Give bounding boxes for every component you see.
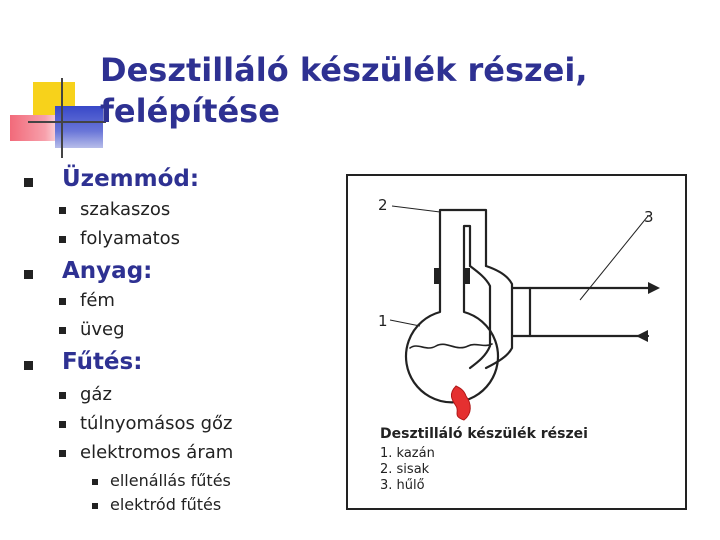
mode-item: szakaszos xyxy=(80,199,171,220)
caption-item-boiler: 1. kazán xyxy=(380,446,435,461)
heating-item: elektromos áram xyxy=(80,442,234,463)
joint-clamp-left xyxy=(434,268,440,284)
material-heading: Anyag: xyxy=(62,258,153,284)
condenser-left-wall xyxy=(470,266,490,368)
mode-heading: Üzemmód: xyxy=(62,166,200,192)
electric-subitem: elektród fűtés xyxy=(110,495,222,514)
heating-heading: Fűtés: xyxy=(62,349,143,375)
callout-1-leader xyxy=(390,320,420,326)
liquid-level-line xyxy=(410,344,492,348)
mode-item: folyamatos xyxy=(80,228,181,249)
square-bullet-icon xyxy=(59,327,66,334)
material-item: fém xyxy=(80,290,115,311)
distillation-diagram xyxy=(346,174,687,510)
caption-item-condenser: 3. hűlő xyxy=(380,478,425,493)
slide-title: Desztilláló készülék részei, felépítése xyxy=(100,51,588,130)
flame-icon xyxy=(451,386,470,420)
heating-item: gáz xyxy=(80,384,112,405)
decor-vertical-line xyxy=(61,78,63,158)
square-bullet-icon xyxy=(59,298,66,305)
condenser-jacket xyxy=(512,288,530,336)
square-bullet-icon xyxy=(59,236,66,243)
square-bullet-icon xyxy=(92,479,98,485)
arrow-out-icon xyxy=(648,282,660,294)
square-bullet-icon xyxy=(24,270,33,279)
decor-red-bar xyxy=(10,115,60,141)
callout-2-label: 2 xyxy=(378,196,388,214)
diagram-caption-title: Desztilláló készülék részei xyxy=(380,426,588,442)
material-item: üveg xyxy=(80,319,125,340)
square-bullet-icon xyxy=(24,361,33,370)
heating-item: túlnyomásos gőz xyxy=(80,413,233,434)
square-bullet-icon xyxy=(59,421,66,428)
square-bullet-icon xyxy=(59,207,66,214)
arrow-in-icon xyxy=(636,330,648,342)
callout-2-leader xyxy=(392,206,440,212)
joint-clamp-right xyxy=(464,268,470,284)
caption-item-helmet: 2. sisak xyxy=(380,462,430,477)
decor-horizontal-line xyxy=(28,121,106,123)
square-bullet-icon xyxy=(59,392,66,399)
electric-subitem: ellenállás fűtés xyxy=(110,471,231,490)
square-bullet-icon xyxy=(59,450,66,457)
square-bullet-icon xyxy=(92,503,98,509)
square-bullet-icon xyxy=(24,178,33,187)
callout-3-label: 3 xyxy=(644,208,654,226)
callout-1-label: 1 xyxy=(378,312,388,330)
